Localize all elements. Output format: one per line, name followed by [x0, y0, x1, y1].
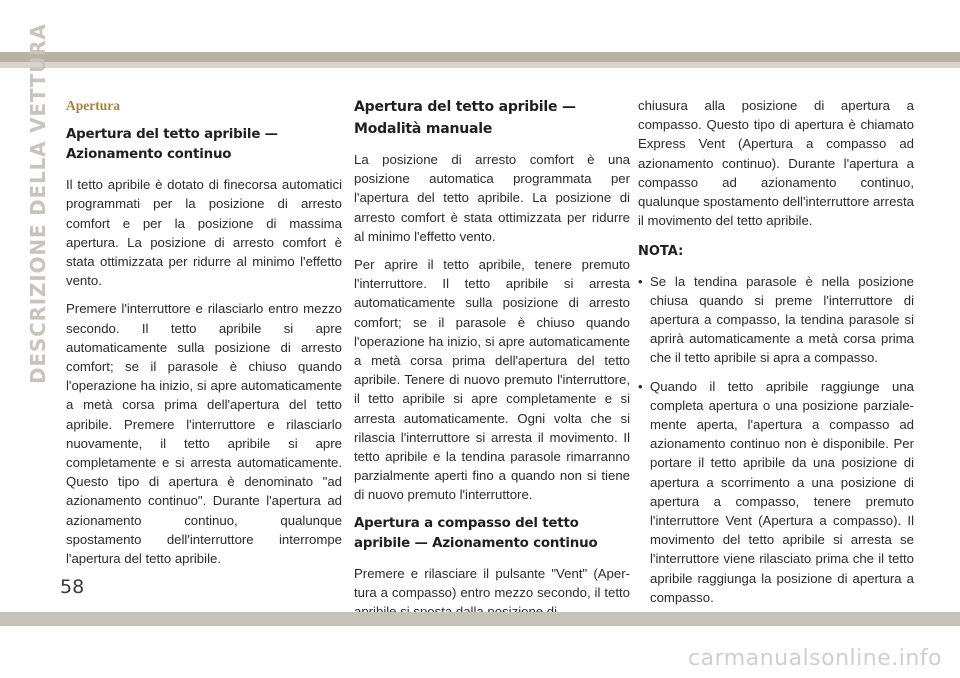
header-rule-light [0, 62, 960, 68]
note-label: NOTA: [638, 244, 684, 260]
watermark: carmanualsonline.info [688, 646, 942, 671]
paragraph: Premere l'interruttore e rilasciarlo entro mezzo secondo. Il tetto apribile si apre automaticamente sulla posizione di arresto comfort; se il parasole è chiuso quando l'operazione ha inizio, si apre automaticamente a metà corsa prima dell'apertura del tetto apribile. Premere l'interruttore e rilasciarlo nuovamente, il tetto apribile si apre completamente e si arresta automaticamente. Questo tipo di apertura è denominato "ad azionamento continuo". Durante l'apertura ad azionamento continuo, qualunque spostamento dell'interruttore interrompe l'apertura del tetto apribile. [66, 301, 342, 567]
paragraph: Il tetto apribile è dotato di finecorsa automatici programmati per la posizione di arresto comfort e per la posizione di massima apertura. La posizione di arresto comfort è stata ottimizzata per ridurre al minimo l'effetto vento. [66, 177, 342, 289]
chapter-title-vertical: DESCRIZIONE DELLA VETTURA [26, 23, 50, 384]
paragraph: Premere e rilasciare il pulsante "Vent" (Apertura a compasso) entro mezzo secondo, il tetto [354, 565, 630, 600]
column-2 [354, 96, 630, 630]
top-margin [0, 0, 960, 52]
heading-continuous-opening: Apertura del tetto apribile — Azionamento continuo [66, 127, 278, 163]
footer-rule [0, 612, 960, 626]
heading-vent-continuous: Apertura a compasso del tetto apribile — Azionamento continuo [354, 515, 598, 551]
header-rule [0, 52, 960, 62]
paragraph: La posizione di arresto comfort è una posizione automatica programmata per l'apertura del tetto apribile. La posizione di arresto comfort è stata ottimizzata per ridurre al minimo l'effetto vento. [354, 152, 630, 244]
note-list [638, 272, 914, 607]
section-title: Apertura [66, 98, 120, 113]
column-3 [638, 96, 914, 616]
heading-manual-mode: Apertura del tetto apribile — Modalità manuale [354, 99, 576, 137]
page-number: 58 [60, 576, 85, 598]
paragraph: Per aprire il tetto apribile, tenere premuto l'interruttore. Il tetto apribile si arresta automaticamente sulla posizione di arresto comfort; se il parasole è chiuso quando l'operazione ha inizio, si apre automaticamente a metà corsa prima dell'apertura del tetto apribile. Tenere di nuovo premuto l'interruttore, il tetto apribile si apre completamente e si arresta automaticamente. Ogni volta che si rilascia l'interruttore si arresta il movimento. Il tetto apribile e la tendina parasole rimarranno parzialmente aperti fino a quando non si tiene di nuovo premuto l'interruttore. [354, 257, 630, 503]
note-bullet: • Se la tendina parasole è nella posizione chiusa quando si preme l'interruttore di apertura a compasso, la tendina parasole si aprirà automaticamente a metà corsa prima che il tetto apribile si apra a compasso. [638, 272, 914, 368]
paragraph: chiusura alla posizione di apertura a compasso. Questo tipo di apertura è chiamato Express Vent (Apertura a compasso ad azionamento continuo). Durante l'apertura a compasso ad azionamento continuo, qualunque spostamento dell'interruttore arresta il movimento del tetto apribile. [638, 98, 914, 229]
column-1 [66, 96, 342, 577]
note-bullet: • Quando il tetto apribile raggiunge una completa apertura o una posizione parzialemente aperta, l'apertura a compasso ad azionamento continuo non è disponibile. Per portare il tetto apribile da una posizione di apertura a scorrimento a una posizione di apertura a compasso, tenere premuto l'interruttore Vent (Apertura a compasso). Il movimento del tetto apribile si arresta se l'interruttore viene rilasciato prima che il tetto apribile raggiunga la posizione di apertura a compasso. [638, 377, 914, 607]
